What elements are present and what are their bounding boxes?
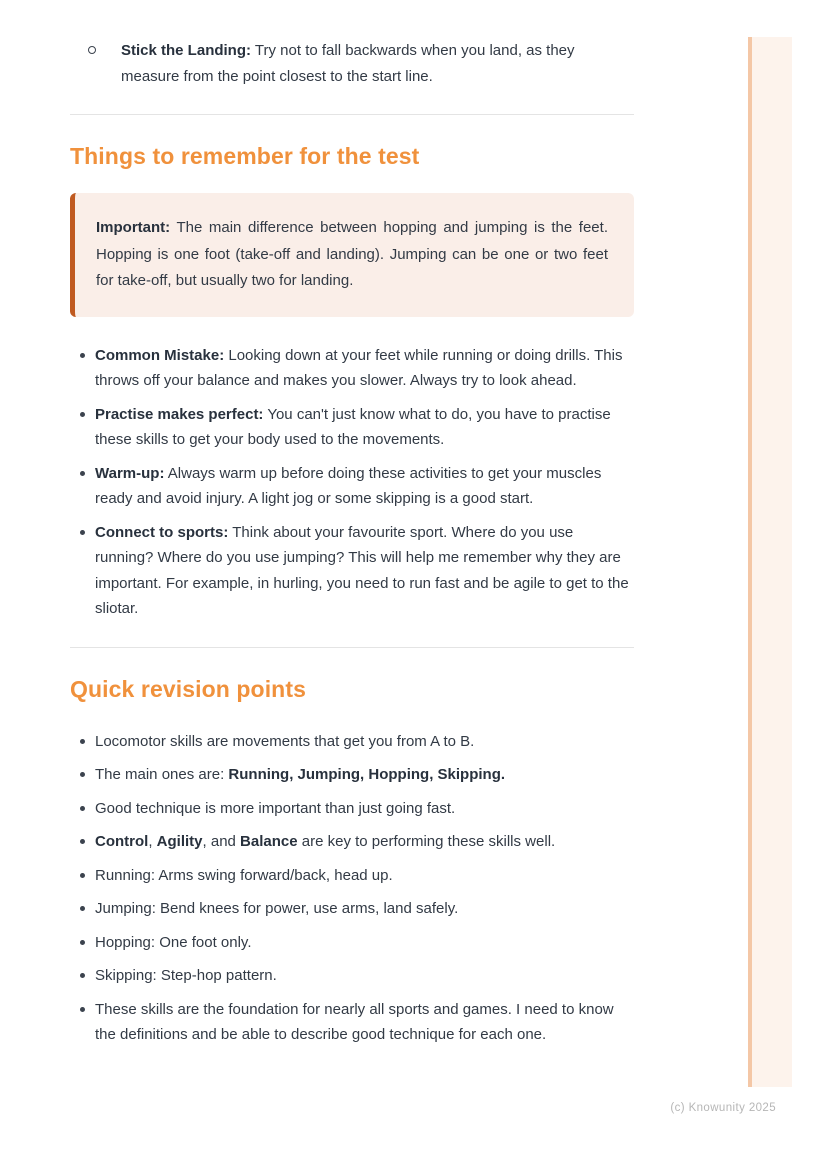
- page-edge-stripe: [748, 37, 792, 1087]
- bold-text: Agility: [156, 833, 203, 850]
- text: Good technique is more important than just going fast.: [95, 799, 456, 817]
- note-stick-the-landing: [121, 38, 634, 89]
- section-heading-quick-revision: Quick revision points: [70, 675, 306, 702]
- list-item: [95, 461, 634, 512]
- text: Running: Arms swing forward/back, head up.: [95, 866, 393, 884]
- bold-text: Running, Jumping, Hopping, Skipping.: [228, 766, 506, 783]
- list-item: [95, 520, 634, 622]
- text: Skipping: Step-hop pattern.: [95, 967, 277, 984]
- divider: [70, 114, 634, 115]
- list-item: [95, 896, 634, 922]
- text: , and: [202, 833, 241, 850]
- bold-text: Common Mistake:: [95, 346, 225, 364]
- list-item: [95, 997, 634, 1048]
- text: The main difference between hopping and jumping is the feet. Hopping is one foot (take-off and landing). Jumping can be one or two feet for take-off, but usually two for landing.: [96, 219, 608, 289]
- copyright-footer: (c) Knowunity 2025: [670, 1102, 776, 1114]
- bold-text: Stick the Landing:: [121, 42, 252, 59]
- bold-text: Important:: [96, 219, 171, 236]
- text: Try not to fall backwards when you land, as they measure from the point closest to the start line.: [121, 42, 575, 85]
- list-item: [95, 762, 634, 788]
- list-item: [95, 930, 634, 956]
- text: Jumping: Bend knees for power, use arms, land safely.: [95, 900, 459, 917]
- text: Hopping: One foot only.: [95, 933, 252, 951]
- list-item: [95, 729, 634, 755]
- text: You can't just know what to do, you have to practise these skills to get your body used to the movements.: [95, 405, 611, 448]
- bold-text: Balance: [240, 833, 298, 850]
- revision-points-list: [70, 729, 634, 1048]
- list-item: [95, 863, 634, 889]
- important-callout: [70, 193, 634, 317]
- list-item: [95, 796, 634, 822]
- sub-bullet-list: [70, 38, 634, 89]
- page-content: [70, 38, 634, 1056]
- text: Think about your favourite sport. Where do you use running? Where do you use jumping? This will help me remember why they are important. For example, in hurling, you need to run fast and be agile to get to the sliotar.: [95, 523, 629, 617]
- test-reminders-list: [70, 343, 634, 622]
- bold-text: Warm-up:: [95, 464, 165, 482]
- list-item: [95, 829, 634, 855]
- list-item: [95, 402, 634, 453]
- bold-text: Practise makes perfect:: [95, 405, 264, 423]
- bold-text: Connect to sports:: [95, 523, 229, 541]
- divider: [70, 647, 634, 648]
- section-heading-things-to-remember: Things to remember for the test: [70, 143, 420, 169]
- text: These skills are the foundation for nearly all sports and games. I need to know the definitions and be able to describe good technique for each one.: [95, 1000, 614, 1043]
- text: Locomotor skills are movements that get you from A to B.: [95, 732, 475, 750]
- text: are key to performing these skills well.: [297, 833, 556, 850]
- important-callout-text: [96, 215, 608, 295]
- text: ,: [148, 833, 157, 850]
- text: Looking down at your feet while running or doing drills. This throws off your balance and makes you slower. Always try to look ahead.: [95, 346, 623, 389]
- bold-text: Control: [95, 833, 149, 850]
- list-item: [95, 343, 634, 394]
- text: The main ones are:: [95, 766, 229, 783]
- text: Always warm up before doing these activities to get your muscles ready and avoid injury. A light jog or some skipping is a good start.: [95, 464, 602, 507]
- list-item: [95, 963, 634, 989]
